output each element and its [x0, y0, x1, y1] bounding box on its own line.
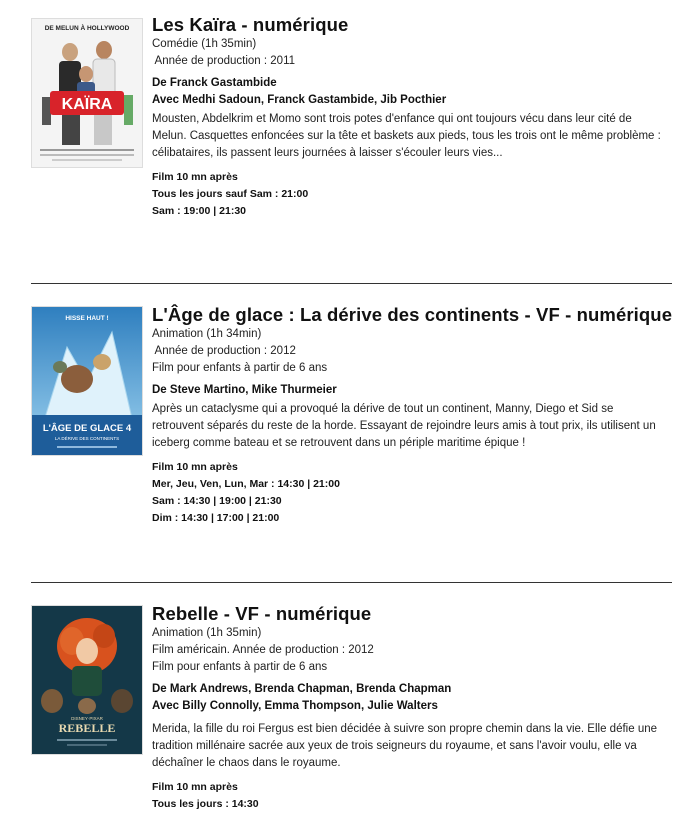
schedule-line: Sam : 14:30 | 19:00 | 21:30: [152, 495, 282, 507]
film-production-year: Année de production : 2012: [152, 345, 296, 357]
film-genre-duration: Animation (1h 34min): [152, 328, 262, 340]
film-production-year: Année de production : 2011: [152, 55, 296, 67]
film-schedule: [152, 459, 687, 527]
poster-image[interactable]: [31, 18, 143, 168]
film-director: De Mark Andrews, Brenda Chapman, Brenda Chapman: [152, 683, 452, 695]
film-synopsis: Après un cataclysme qui a provoqué la dérive de tout un continent, Manny, Diego et Sid se retrouvent séparés du reste de la horde. Essayant de rejoindre leurs amis à tout prix, ils utilisent un iceberg comme bateau et se retrouvent dans un périple maritime épique !: [152, 403, 656, 449]
film-info: [152, 603, 687, 813]
schedule-line: Tous les jours : 14:30: [152, 798, 259, 810]
film-credits: [152, 75, 687, 109]
poster-top-text: DE MELUN À HOLLYWOOD: [44, 25, 130, 32]
film-credits: [152, 681, 687, 715]
film-genre-duration: Animation (1h 35min): [152, 627, 262, 639]
film-title[interactable]: Rebelle - VF - numérique: [152, 603, 372, 624]
poster-logo-text: L'ÂGE DE GLACE 4: [42, 423, 132, 434]
poster-sub-text: LA DÉRIVE DES CONTINENTS: [54, 436, 120, 441]
film-director: De Franck Gastambide: [152, 77, 277, 89]
film-title[interactable]: L'Âge de glace : La dérive des continents - VF - numérique: [152, 304, 673, 325]
film-age-rating: Film pour enfants à partir de 6 ans: [152, 362, 328, 374]
schedule-line: Film 10 mn après: [152, 781, 238, 793]
film-director: De Steve Martino, Mike Thurmeier: [152, 384, 337, 396]
film-title[interactable]: Les Kaïra - numérique: [152, 14, 349, 35]
schedule-line: Film 10 mn après: [152, 171, 238, 183]
divider: [31, 582, 672, 583]
poster-logo-text: KAÏRA: [61, 96, 113, 113]
film-credits: [152, 382, 687, 399]
film-schedule: [152, 169, 687, 220]
film-cast: Avec Medhi Sadoun, Franck Gastambide, Jib Pocthier: [152, 94, 447, 106]
divider: [31, 283, 672, 284]
film-info: [152, 304, 687, 527]
schedule-line: Dim : 14:30 | 17:00 | 21:00: [152, 512, 280, 524]
film-cast: Avec Billy Connolly, Emma Thompson, Julie Walters: [152, 700, 438, 712]
poster-image[interactable]: [31, 306, 143, 456]
schedule-line: Film 10 mn après: [152, 461, 238, 473]
film-age-rating: Film pour enfants à partir de 6 ans: [152, 661, 328, 673]
film-genre-duration: Comédie (1h 35min): [152, 38, 257, 50]
poster-logo-text: REBELLE: [58, 721, 116, 735]
poster-top-text: HISSE HAUT !: [65, 315, 109, 322]
schedule-line: Sam : 19:00 | 21:30: [152, 205, 246, 217]
schedule-line: Mer, Jeu, Ven, Lun, Mar : 14:30 | 21:00: [152, 478, 340, 490]
film-synopsis: Merida, la fille du roi Fergus est bien décidée à suivre son propre chemin dans la vie. Elle défie une tradition millénaire sacrée aux yeux de trois seigneurs du royaume, et sans l'avoir voulu, elle va déchaîner le chaos dans le royaume.: [152, 723, 658, 769]
film-info: [152, 14, 687, 220]
film-schedule: [152, 779, 687, 813]
poster-image[interactable]: [31, 605, 143, 755]
film-origin-year: Film américain. Année de production : 2012: [152, 644, 374, 656]
schedule-line: Tous les jours sauf Sam : 21:00: [152, 188, 309, 200]
poster-top-text: DISNEY·PIXAR: [71, 716, 103, 721]
film-synopsis: Mousten, Abdelkrim et Momo sont trois potes d'enfance qui ont toujours vécu dans leur cité de Melun. Casquettes enfoncées sur la tête et baskets aux pieds, tous les trois ont le même problème : célibataires, ils passent leurs journées à laisser s'écouler leurs vies...: [152, 113, 661, 159]
